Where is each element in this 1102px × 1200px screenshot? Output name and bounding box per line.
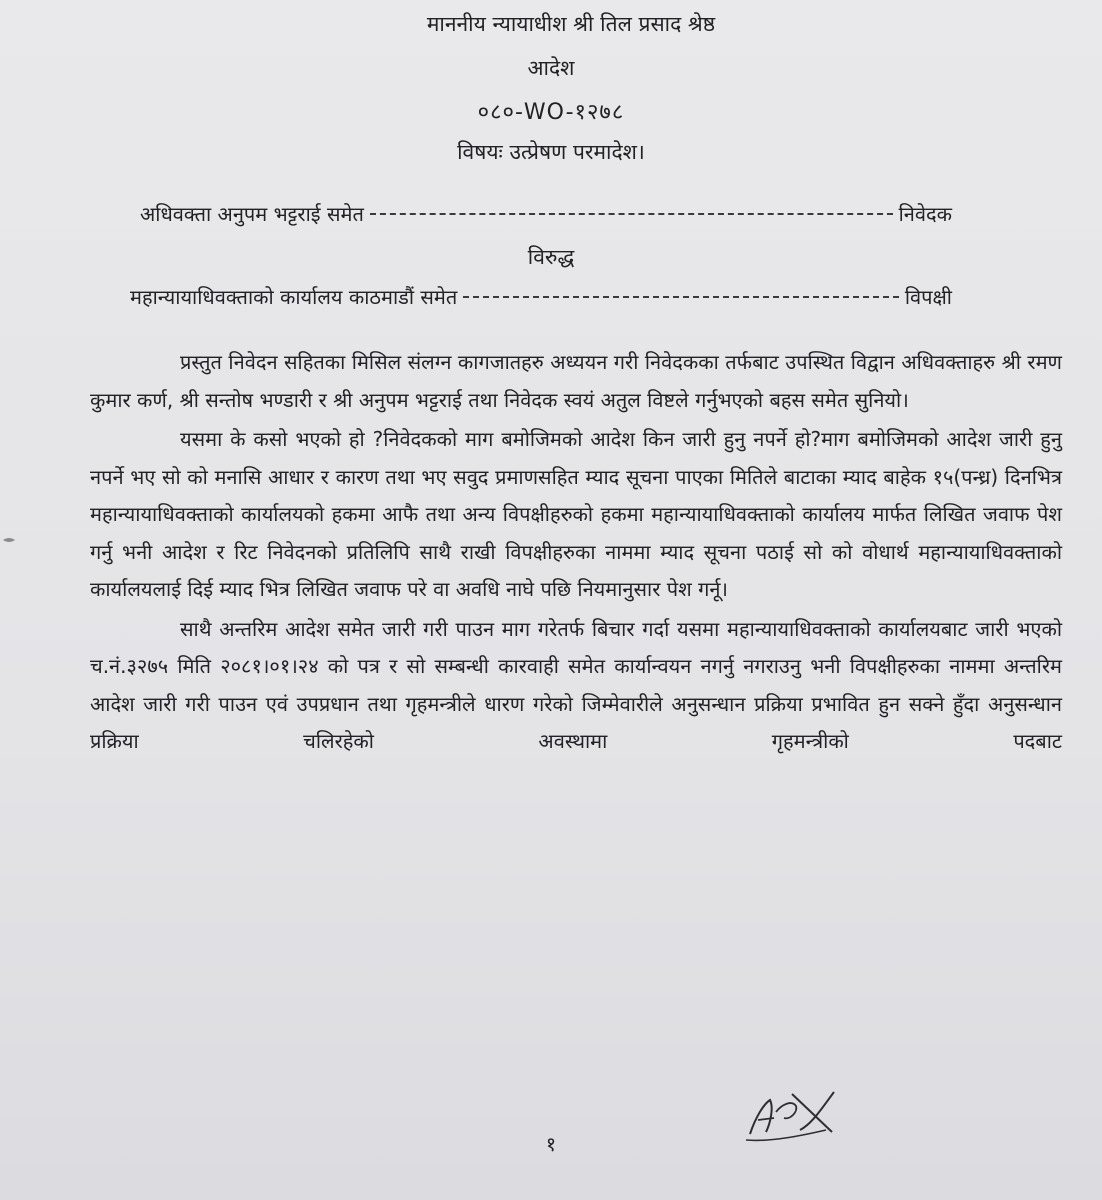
petitioner-name: अधिवक्ता अनुपम भट्टराई समेत (140, 202, 364, 226)
respondent-role: विपक्षी (904, 285, 952, 309)
dotted-leader (370, 213, 893, 215)
case-subject: विषयः उत्प्रेषण परमादेश। (457, 140, 645, 164)
petitioner-line (140, 200, 952, 227)
paragraph-show-cause-order: यसमा के कसो भएको हो ?निवेदकको माग बमोजिमको आदेश किन जारी हुनु नपर्ने हो?माग बमोजिमको आदेश जारी हुनु नपर्ने भए सो को मनासि आधार र कारण तथा भए सवुद प्रमाणसहित म्याद सूचना पाएका मितिले बाटाका म्याद बाहेक १५(पन्ध्र) दिनभित्र महान्यायाधिवक्ताको कार्यालयको हकमा आफै तथा अन्य विपक्षीहरुको हकमा महान्यायाधिवक्ताको कार्यालय मार्फत लिखित जवाफ पेश गर्नु भनी आदेश र रिट निवेदनको प्रतिलिपि साथै राखी विपक्षीहरुका नाममा म्याद सूचना पठाई सो को वोधार्थ महान्यायाधिवक्ताको कार्यालयलाई दिई म्याद भित्र लिखित जवाफ परे वा अवधि नाघे पछि नियमानुसार पेश गर्नू। (90, 427, 1062, 601)
margin-mark-icon (2, 535, 16, 545)
paragraph-hearing: प्रस्तुत निवेदन सहितका मिसिल संलग्न कागजातहरु अध्ययन गरी निवेदकका तर्फबाट उपस्थित विद्वान अधिवक्ताहरु श्री रमण कुमार कर्ण, श्री सन्तोष भण्डारी र श्री अनुपम भट्टराई तथा निवेदक स्वयं अतुल विष्टले गर्नुभएको बहस समेत सुनियो। (90, 350, 1062, 412)
respondent-line (130, 283, 952, 310)
order-title: आदेश (527, 56, 575, 80)
paragraph-interim-order: साथै अन्तरिम आदेश समेत जारी गरी पाउन माग गरेतर्फ बिचार गर्दा यसमा महान्यायाधिवक्ताको कार्यालयबाट जारी भएको च.नं.३२७५ मिति २०८१।०१।२४ को पत्र र सो सम्बन्धी कारवाही समेत कार्यान्वयन नगर्नु नगराउनु भनी विपक्षीहरुका नाममा अन्तरिम आदेश जारी गरी पाउन एवं उपप्रधान तथा गृहमन्त्रीले धारण गरेको जिम्मेवारीले अनुसन्धान प्रक्रिया प्रभावित हुन सक्ने हुँदा अनुसन्धान प्रक्रिया चलिरहेको अवस्थामा गृहमन्त्रीको पदबाट (90, 616, 1062, 753)
case-number: ०८०-WO-१२७८ (477, 100, 625, 125)
dotted-leader (463, 296, 899, 298)
respondent-name: महान्यायाधिवक्ताको कार्यालय काठमाडौं समेत (130, 285, 458, 309)
judge-name: माननीय न्यायाधीश श्री तिल प्रसाद श्रेष्ठ (426, 12, 716, 36)
page-number: १ (545, 1132, 557, 1156)
versus-label: विरुद्ध (527, 245, 575, 269)
petitioner-role: निवेदक (898, 202, 952, 226)
